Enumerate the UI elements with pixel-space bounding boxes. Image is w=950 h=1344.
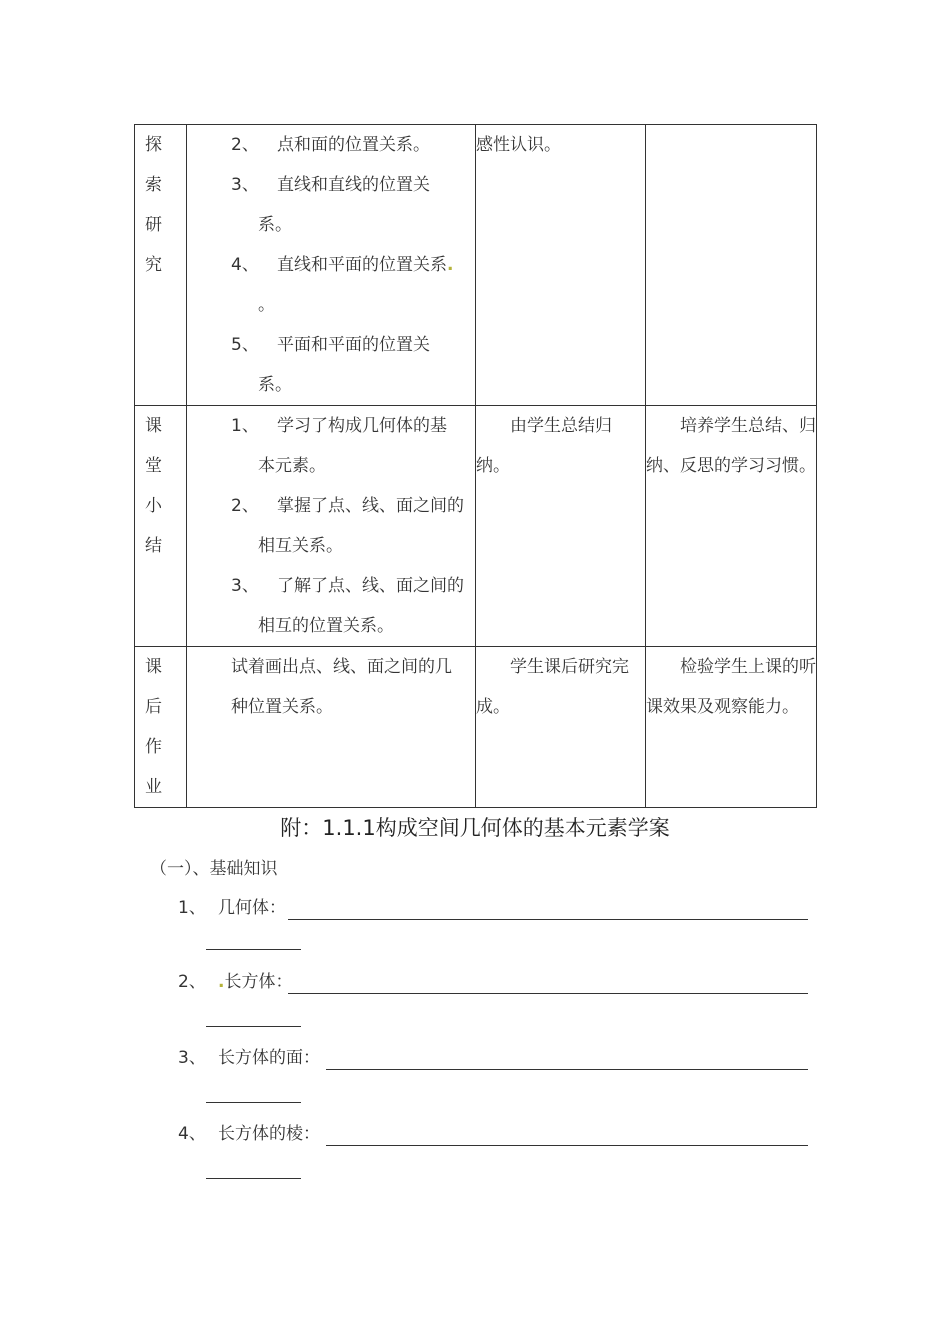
answer-line-continued[interactable] [206, 1026, 301, 1027]
table-row-summary [135, 406, 817, 647]
table-row-homework [135, 647, 817, 808]
mark-dot: . [447, 255, 454, 275]
mark-dot: . [218, 972, 225, 992]
row-title-explore: 探 索 研 究 [135, 125, 187, 406]
section-heading: （一）、基础知识 [150, 859, 278, 879]
activity-cell-homework: 学生课后研究完成。 [476, 647, 646, 808]
appendix-title: 附：1.1.1构成空间几何体的基本元素学案 [280, 816, 670, 840]
answer-line[interactable] [288, 919, 808, 920]
list-item: 2、 掌握了点、线、面之间的 相互关系。 [231, 496, 464, 556]
answer-line-continued[interactable] [206, 1102, 301, 1103]
list-item: 1、 学习了构成几何体的基 本元素。 [231, 416, 447, 476]
answer-line-continued[interactable] [206, 1178, 301, 1179]
intent-cell-summary: 培养学生总结、归纳、反思的学习习惯。 [646, 406, 817, 647]
activity-cell-explore: 感性认识。 [476, 125, 646, 406]
row-title-homework: 课 后 作 业 [135, 647, 187, 808]
answer-line[interactable] [326, 1069, 808, 1070]
list-item: 3、 了解了点、线、面之间的 相互的位置关系。 [231, 576, 464, 636]
content-cell-summary [187, 406, 476, 647]
answer-line-continued[interactable] [206, 949, 301, 950]
intent-cell-explore [646, 125, 817, 406]
answer-line[interactable] [326, 1145, 808, 1146]
question-2: 2、 .长方体： [178, 967, 808, 995]
intent-cell-homework: 检验学生上课的听课效果及观察能力。 [646, 647, 817, 808]
lesson-plan-table [134, 124, 817, 808]
question-4: 4、 长方体的棱： [178, 1119, 808, 1147]
list-item: 4、 直线和平面的位置关系. 。 [231, 255, 454, 315]
content-cell-homework: 试着画出点、线、面之间的几种位置关系。 [187, 647, 476, 808]
table-row-explore [135, 125, 817, 406]
question-1: 1、 几何体： [178, 893, 808, 921]
row-title-summary: 课 堂 小 结 [135, 406, 187, 647]
list-item: 3、 直线和直线的位置关 系。 [231, 175, 430, 235]
list-item: 2、 点和面的位置关系。 [231, 135, 430, 155]
question-3: 3、 长方体的面： [178, 1043, 808, 1071]
answer-line[interactable] [288, 993, 808, 994]
content-cell-explore [187, 125, 476, 406]
activity-cell-summary: 由学生总结归纳。 [476, 406, 646, 647]
list-item: 5、 平面和平面的位置关 系。 [231, 335, 430, 395]
